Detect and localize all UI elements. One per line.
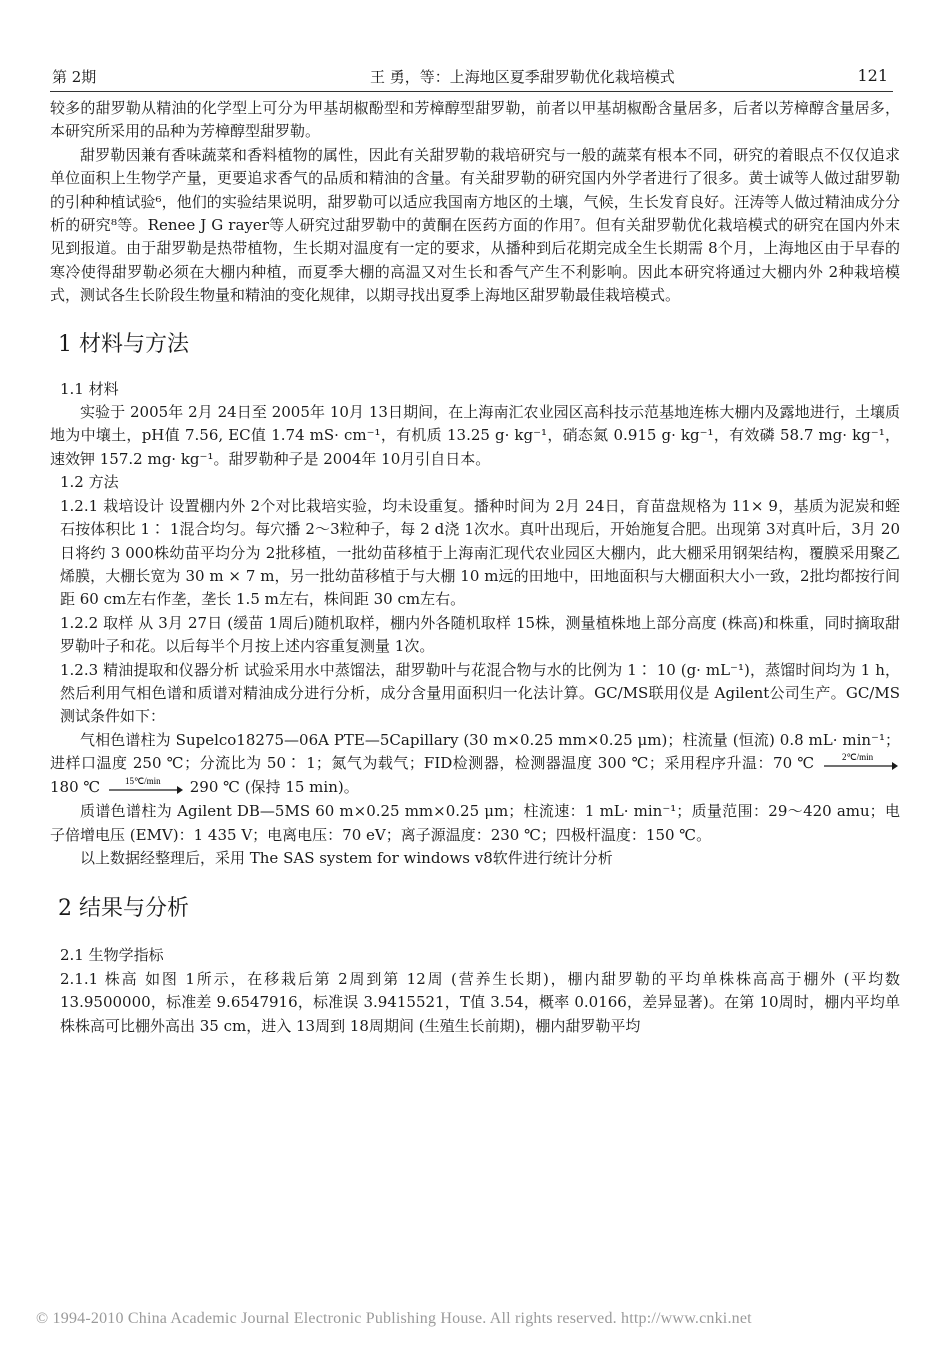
ramp-rate-2: 15℃/min [124, 776, 161, 787]
journal-issue: 第 2期 [52, 68, 97, 86]
article-body [50, 97, 900, 1038]
page-number: 121 [857, 66, 888, 85]
temperature-ramp-arrow-2 [105, 776, 185, 800]
paragraph-materials: 实验于 2005年 2月 24日至 2005年 10月 13日期间，在上海南汇农业园区高科技示范基地连栋大棚内及露地进行，土壤质地为中壤土，pH值 7.56, EC值 1.74 mS· cm⁻¹，有机质 13.25 g· kg⁻¹，硝态氮 0.915 g· kg⁻¹，有效磷 58.7 mg· kg⁻¹，速效钾 157.2 mg· kg⁻¹。甜罗勒种子是 2004年 10月引自日本。 [50, 403, 900, 468]
gc-conditions-text: 气相色谱柱为 Supelco18275—06A PTE—5Capillary (30 m×0.25 mm×0.25 μm)；柱流量 (恒流) 0.8 mL· min⁻¹；进样口温度 250 ℃；分流比为 50∶ 1；氮气为载气；FID检测器，检测器温度 300 ℃；采用程序升温：70 ℃ [50, 730, 900, 773]
paragraph-ms-conditions: 质谱色谱柱为 Agilent DB—5MS 60 m×0.25 mm×0.25 μm；柱流速：1 mL· min⁻¹；质量范围：29～420 amu；电子倍增电压 (EMV)：1 435 V；电离电压：70 eV；离子源温度：230 ℃；四极杆温度：150 ℃。 [50, 802, 900, 844]
subsection-heading-method: 1.2 方法 [60, 473, 119, 492]
paragraph-continuation: 较多的甜罗勒从精油的化学型上可分为甲基胡椒酚型和芳樟醇型甜罗勒，前者以甲基胡椒酚含量居多，后者以芳樟醇含量居多，本研究所采用的品种为芳樟醇型甜罗勒。 [50, 99, 900, 141]
gc-final-temperature: 290 ℃ (保持 15 min)。 [189, 778, 359, 797]
section-heading-methods: 1 材料与方法 [58, 331, 189, 357]
running-header [50, 58, 888, 88]
header-rule [50, 91, 893, 92]
ramp-rate-1: 2℃/min [842, 752, 874, 763]
running-title: 王 勇，等：上海地区夏季甜罗勒优化栽培模式 [370, 68, 675, 86]
temperature-ramp-arrow-1 [820, 752, 900, 776]
paragraph-extraction: 1.2.3 精油提取和仪器分析 试验采用水中蒸馏法，甜罗勒叶与花混合物与水的比例为 1∶ 10 (g· mL⁻¹)，蒸馏时间均为 1 h，然后利用气相色谱和质谱对精油成分进行分析，成分含量用面积归一化法计算。GC/MS联用仪是 Agilent公司生产。GC/MS测试条件如下： [60, 660, 900, 726]
paragraph-statistics: 以上数据经整理后，采用 The SAS system for windows v8软件进行统计分析 [80, 848, 613, 867]
subsection-heading-materials: 1.1 材料 [60, 379, 119, 398]
paragraph-sampling: 1.2.2 取样 从 3月 27日 (缓苗 1周后)随机取样，棚内外各随机取样 15株，测量植株地上部分高度 (株高)和株重，同时摘取甜罗勒叶子和花。以后每半个月按上述内容重复测量 1次。 [60, 613, 900, 656]
subsection-heading-biology: 2.1 生物学指标 [60, 946, 164, 965]
copyright-footer: © 1994-2010 China Academic Journal Electronic Publishing House. All rights reserved. http://www.cnki.net [36, 1310, 752, 1327]
gc-mid-temperature: 180 ℃ [50, 778, 101, 797]
paragraph-background: 甜罗勒因兼有香味蔬菜和香料植物的属性，因此有关甜罗勒的栽培研究与一般的蔬菜有根本不同，研究的着眼点不仅仅追求单位面积上生物学产量，更要追求香气的品质和精油的含量。有关甜罗勒的研究国内外学者进行了很多。黄士诚等人做过甜罗勒的引种种植试验⁶，他们的实验结果说明，甜罗勒可以适应我国南方地区的土壤，气候，生长发育良好。汪涛等人做过精油成分分析的研究⁸等。Renee J G rayer等人研究过甜罗勒中的黄酮在医药方面的作用⁷。但有关甜罗勒优化栽培模式的研究在国内外末见到报道。由于甜罗勒是热带植物，生长期对温度有一定的要求，从播种到后花期完成全生长期需 8个月，上海地区由于早春的寒冷使得甜罗勒必须在大棚内种植，而夏季大棚的高温又对生长和香气产生不利影响。因此本研究将通过大棚内外 2种栽培模式，测试各生长阶段生物量和精油的变化规律，以期寻找出夏季上海地区甜罗勒最佳栽培模式。 [50, 145, 900, 305]
section-heading-results: 2 结果与分析 [58, 896, 189, 922]
paragraph-plant-height: 2.1.1 株高 如图 1所示，在移栽后第 2周到第 12周 (营养生长期)，棚内甜罗勒的平均单株株高高于棚外 (平均数 13.9500000，标准差 9.6547916，标准误 3.9415521，T值 3.54，概率 0.0166，差异显著)。在第 10周时，棚内平均单株株高可比棚外高出 35 cm，进入 13周到 18周期间 (生殖生长前期)，棚内甜罗勒平均 [60, 969, 900, 1035]
paragraph-gc-conditions [50, 729, 900, 800]
paragraph-cultivation-design: 1.2.1 栽培设计 设置棚内外 2个对比栽培实验，均未设重复。播种时间为 2月 24日，育苗盘规格为 11× 9，基质为泥炭和蛭石按体积比 1∶ 1混合均匀。每穴播 2～3粒种子，每 2 d浇 1次水。真叶出现后，开始施复合肥。出现第 3对真叶后，3月 20日将约 3 000株幼苗平均分为 2批移植，一批幼苗移植于上海南汇现代农业园区大棚内，此大棚采用钢架结构，覆膜采用聚乙烯膜，大棚长宽为 30 m × 7 m，另一批幼苗移植于与大棚 10 m远的田地中，田地面积与大棚面积大小一致，2批均都按行间距 60 cm左右作垄，垄长 1.5 m左右，株间距 30 cm左右。 [60, 496, 900, 609]
